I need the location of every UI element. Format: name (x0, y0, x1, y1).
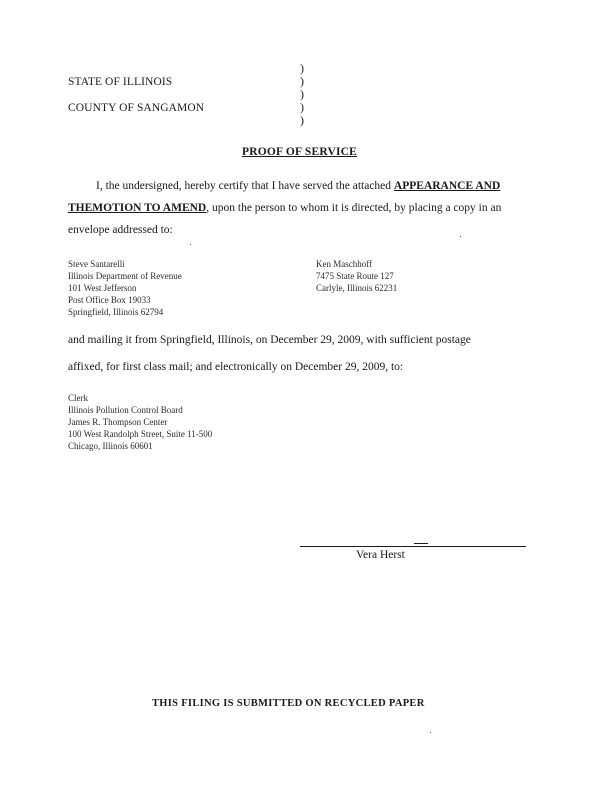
document-titles-bold-2: THEMOTION TO AMEND (68, 202, 207, 214)
scan-speck (430, 732, 431, 733)
signature-name: Vera Herst (356, 549, 405, 561)
address-line: Ken Maschhoff (316, 259, 373, 269)
document-titles-bold: APPEARANCE AND (393, 180, 501, 192)
caption-state: STATE OF ILLINOIS (68, 76, 173, 88)
address-line: Steve Santarelli (68, 259, 125, 269)
certify-line-3: envelope addressed to: (68, 224, 173, 236)
recipient-address (316, 258, 397, 294)
scan-speck (460, 236, 461, 237)
mailing-line-1: and mailing it from Springfield, Illinois, on December 29, 2009, with sufficient postage (68, 334, 471, 346)
document-title: PROOF OF SERVICE (242, 146, 358, 158)
recycled-paper-footer: THIS FILING IS SUBMITTED ON RECYCLED PAPER (152, 698, 425, 709)
address-line: Post Office Box 19033 (68, 295, 151, 305)
signature-mark (414, 543, 428, 544)
recipient-address (68, 258, 182, 318)
address-line: 100 West Randolph Street, Suite 11-500 (68, 429, 213, 439)
certify-line-2 (68, 202, 501, 214)
caption-county: COUNTY OF SANGAMON (68, 102, 205, 114)
certify-line-1-text: I, the undersigned, hereby certify that I have served the attached (96, 180, 394, 192)
address-line: Illinois Pollution Control Board (68, 405, 183, 415)
address-line: James R. Thompson Center (68, 417, 168, 427)
signature-line (300, 546, 526, 547)
caption-paren: ) (300, 100, 304, 114)
address-line: 101 West Jefferson (68, 283, 137, 293)
mailing-line-2: affixed, for first class mail; and electronically on December 29, 2009, to: (68, 361, 404, 373)
caption-paren: ) (300, 113, 304, 127)
address-line: Chicago, Illinois 60601 (68, 441, 153, 451)
caption-paren: ) (300, 87, 304, 101)
clerk-address (68, 392, 212, 452)
address-line: Springfield, Illinois 62794 (68, 307, 164, 317)
address-line: Clerk (68, 393, 88, 403)
caption-paren: ) (300, 74, 304, 88)
certify-line-1 (96, 180, 500, 192)
address-line: Carlyle, Illinois 62231 (316, 283, 398, 293)
caption-bracket (300, 62, 304, 127)
caption-paren: ) (300, 61, 304, 75)
address-line: 7475 State Route 127 (316, 271, 394, 281)
address-line: Illinois Department of Revenue (68, 271, 182, 281)
certify-line-2-text: , upon the person to whom it is directed, by placing a copy in an (206, 202, 502, 214)
scan-speck (190, 244, 191, 245)
